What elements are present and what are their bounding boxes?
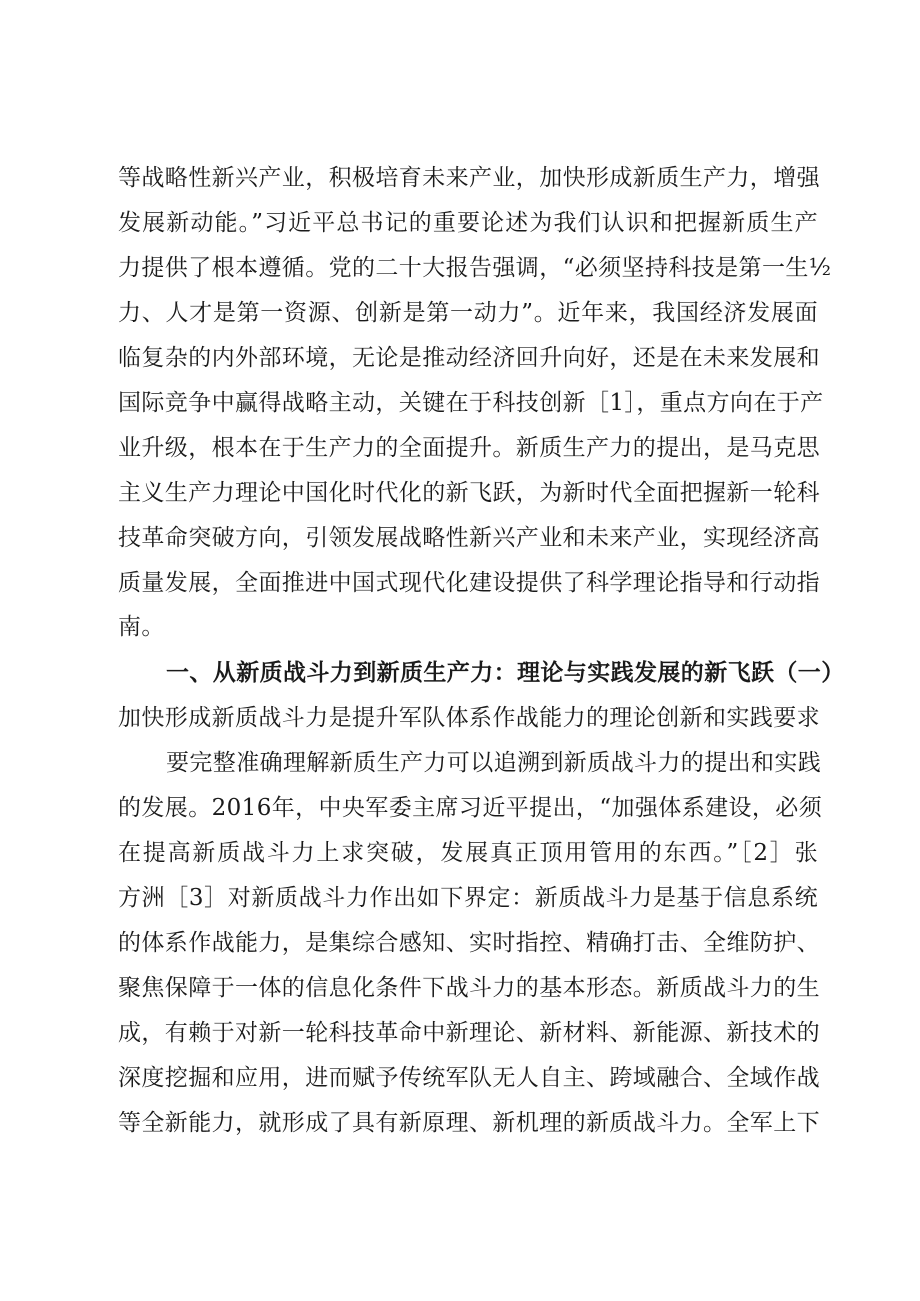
text-line: 发展新动能。”习近平总书记的重要论述为我们认识和把握新质生产: [118, 210, 818, 236]
text-line: 的发展。2016年，中央军委主席习近平提出，“加强体系建设，必须: [118, 795, 823, 821]
text-line: 主义生产力理论中国化时代化的新飞跃，为新时代全面把握新一轮科: [118, 480, 820, 506]
text-line: 的体系作战能力，是集综合感知、实时指控、精确打击、全维防护、: [118, 930, 820, 956]
text-line: 力、人才是第一资源、创新是第一动力”。近年来，我国经济发展面: [118, 300, 818, 326]
text-line: 临复杂的内外部环境，无论是推动经济回升向好，还是在未来发展和: [118, 345, 820, 371]
section-heading-continuation: 加快形成新质战斗力是提升军队体系作战能力的理论创新和实践要求: [118, 705, 820, 731]
section-heading: 一、从新质战斗力到新质生产力：理论与实践发展的新飞跃（一）: [166, 660, 845, 686]
text-line: 聚焦保障于一体的信息化条件下战斗力的基本形态。新质战斗力的生: [118, 975, 820, 1001]
text-line: 国际竞争中赢得战略主动，关键在于科技创新［1］，重点方向在于产: [118, 390, 824, 416]
text-line: 技革命突破方向，引领发展战略性新兴产业和未来产业，实现经济高: [118, 525, 820, 551]
text-line: 成，有赖于对新一轮科技革命中新理论、新材料、新能源、新技术的: [118, 1020, 820, 1046]
text-line: 业升级，根本在于生产力的全面提升。新质生产力的提出，是马克思: [118, 435, 820, 461]
text-line: 等全新能力，就形成了具有新原理、新机理的新质战斗力。全军上下: [118, 1110, 820, 1136]
text-line: 力提供了根本遵循。党的二十大报告强调，“必须坚持科技是第一生½: [118, 255, 832, 281]
text-line: 等战略性新兴产业，积极培育未来产业，加快形成新质生产力，增强: [118, 165, 820, 191]
text-line: 方洲［3］对新质战斗力作出如下界定：新质战斗力是基于信息系统: [118, 885, 818, 911]
text-line: 深度挖掘和应用，进而赋予传统军队无人自主、跨域融合、全域作战: [118, 1065, 820, 1091]
text-line: 质量发展，全面推进中国式现代化建设提供了科学理论指导和行动指: [118, 570, 820, 596]
text-line: 南。: [118, 614, 165, 640]
text-line: 要完整准确理解新质生产力可以追溯到新质战斗力的提出和实践: [166, 750, 822, 776]
text-line: 在提高新质战斗力上求突破，发展真正顶用管用的东西。”［2］张: [118, 840, 818, 866]
